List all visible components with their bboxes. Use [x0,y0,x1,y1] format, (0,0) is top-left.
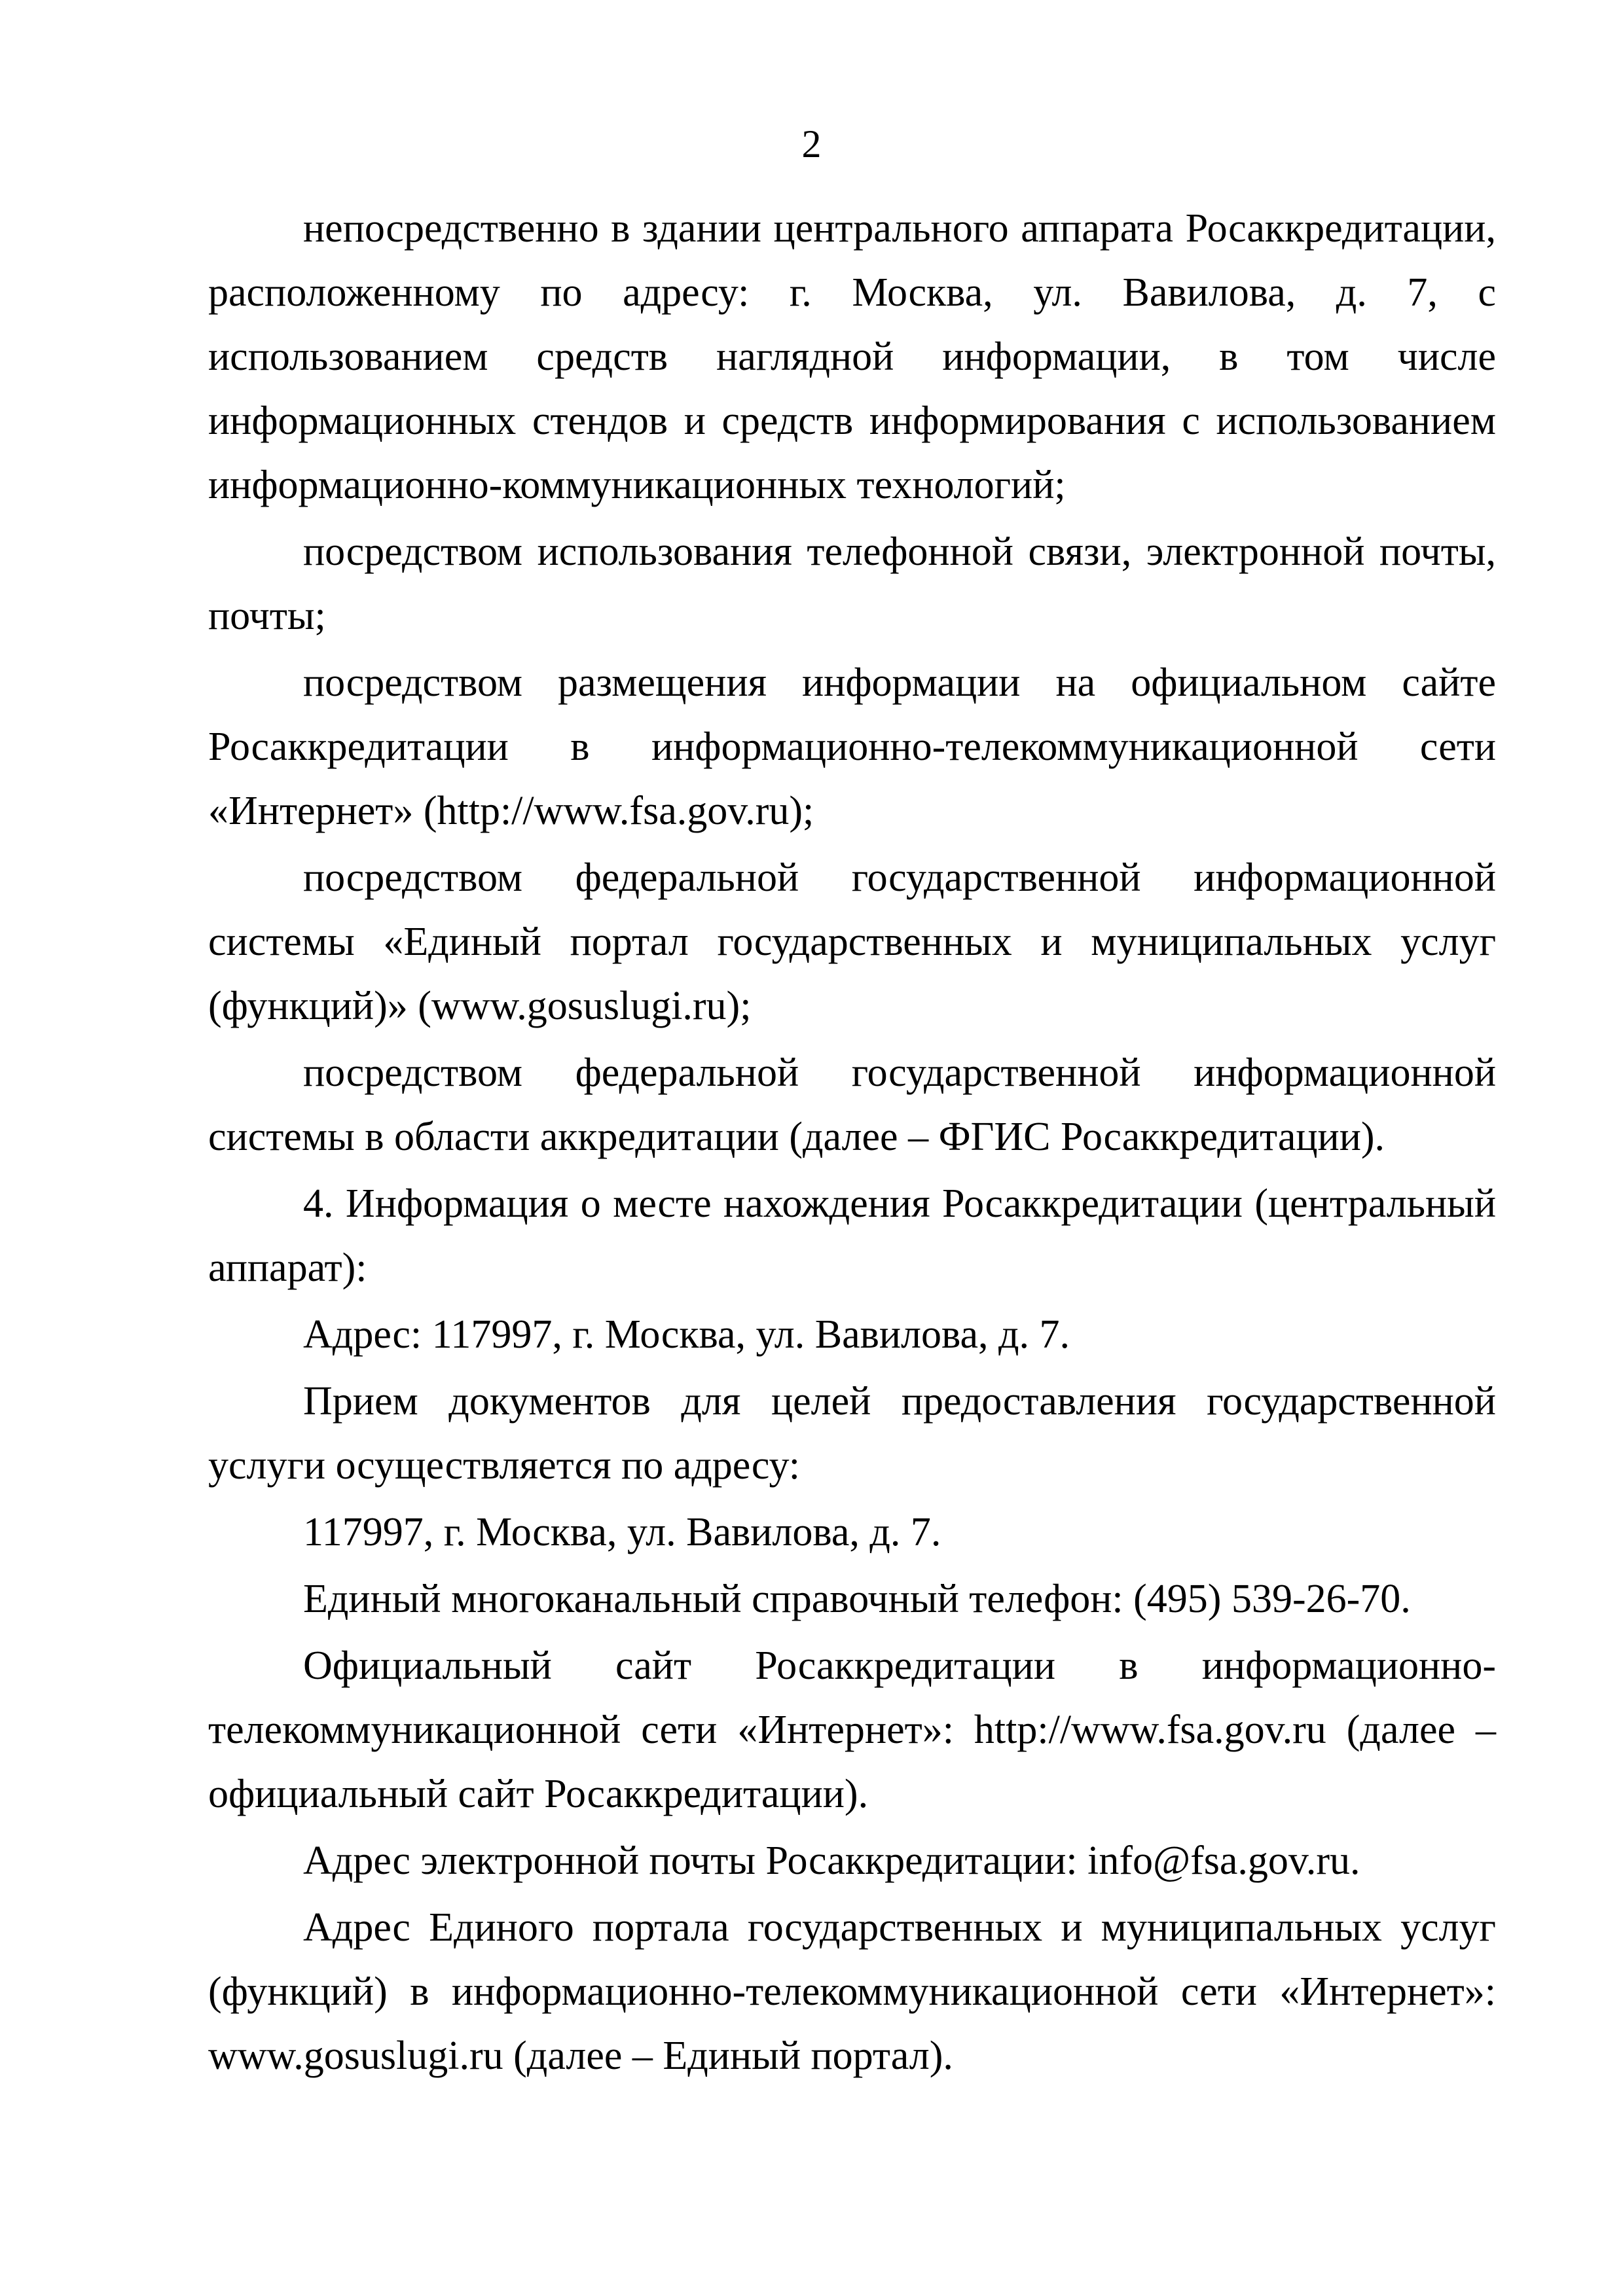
paragraph-location-info: 4. Информация о месте нахождения Росаккредитации (центральный аппарат): [208,1181,1496,1290]
paragraph-official-site: посредством размещения информации на официальном сайте Росаккредитации в информационно-телекоммуникационной сети «Интернет» (http://www.fsa.gov.ru); [208,660,1496,833]
paragraph-in-building: непосредственно в здании центрального аппарата Росаккредитации, расположенному по адресу: г. Москва, ул. Вавилова, д. 7, с использованием средств наглядной информации, в том числе информационных стендов и средств информирования с использованием информационно-коммуникационных технологий; [208,206,1496,507]
paragraph-unified-portal: Адрес Единого портала государственных и муниципальных услуг (функций) в информационно-телекоммуникационной сети «Интернет»: www.gosuslugi.ru (далее – Единый портал). [208,1905,1496,2078]
paragraph-document-reception: Прием документов для целей предоставления государственной услуги осуществляется по адресу: [208,1379,1496,1488]
paragraph-reception-address: 117997, г. Москва, ул. Вавилова, д. 7. [303,1510,941,1554]
document-body [208,196,1496,2088]
paragraph-address: Адрес: 117997, г. Москва, ул. Вавилова, д. 7. [303,1312,1070,1357]
paragraph-email: Адрес электронной почты Росаккредитации: info@fsa.gov.ru. [303,1839,1360,1883]
paragraph-phone-email: посредством использования телефонной связи, электронной почты, почты; [208,529,1496,638]
paragraph-phone: Единый многоканальный справочный телефон: (495) 539-26-70. [303,1577,1411,1621]
paragraph-website: Официальный сайт Росаккредитации в информационно-телекоммуникационной сети «Интернет»: http://www.fsa.gov.ru (далее – официальный сайт Росаккредитации). [208,1643,1496,1816]
paragraph-federal-portal: посредством федеральной государственной информационной системы «Единый портал государственных и муниципальных услуг (функций)» (www.gosuslugi.ru); [208,855,1496,1028]
page-number: 2 [801,122,822,166]
paragraph-fgis: посредством федеральной государственной информационной системы в области аккредитации (далее – ФГИС Росаккредитации). [208,1050,1496,1159]
